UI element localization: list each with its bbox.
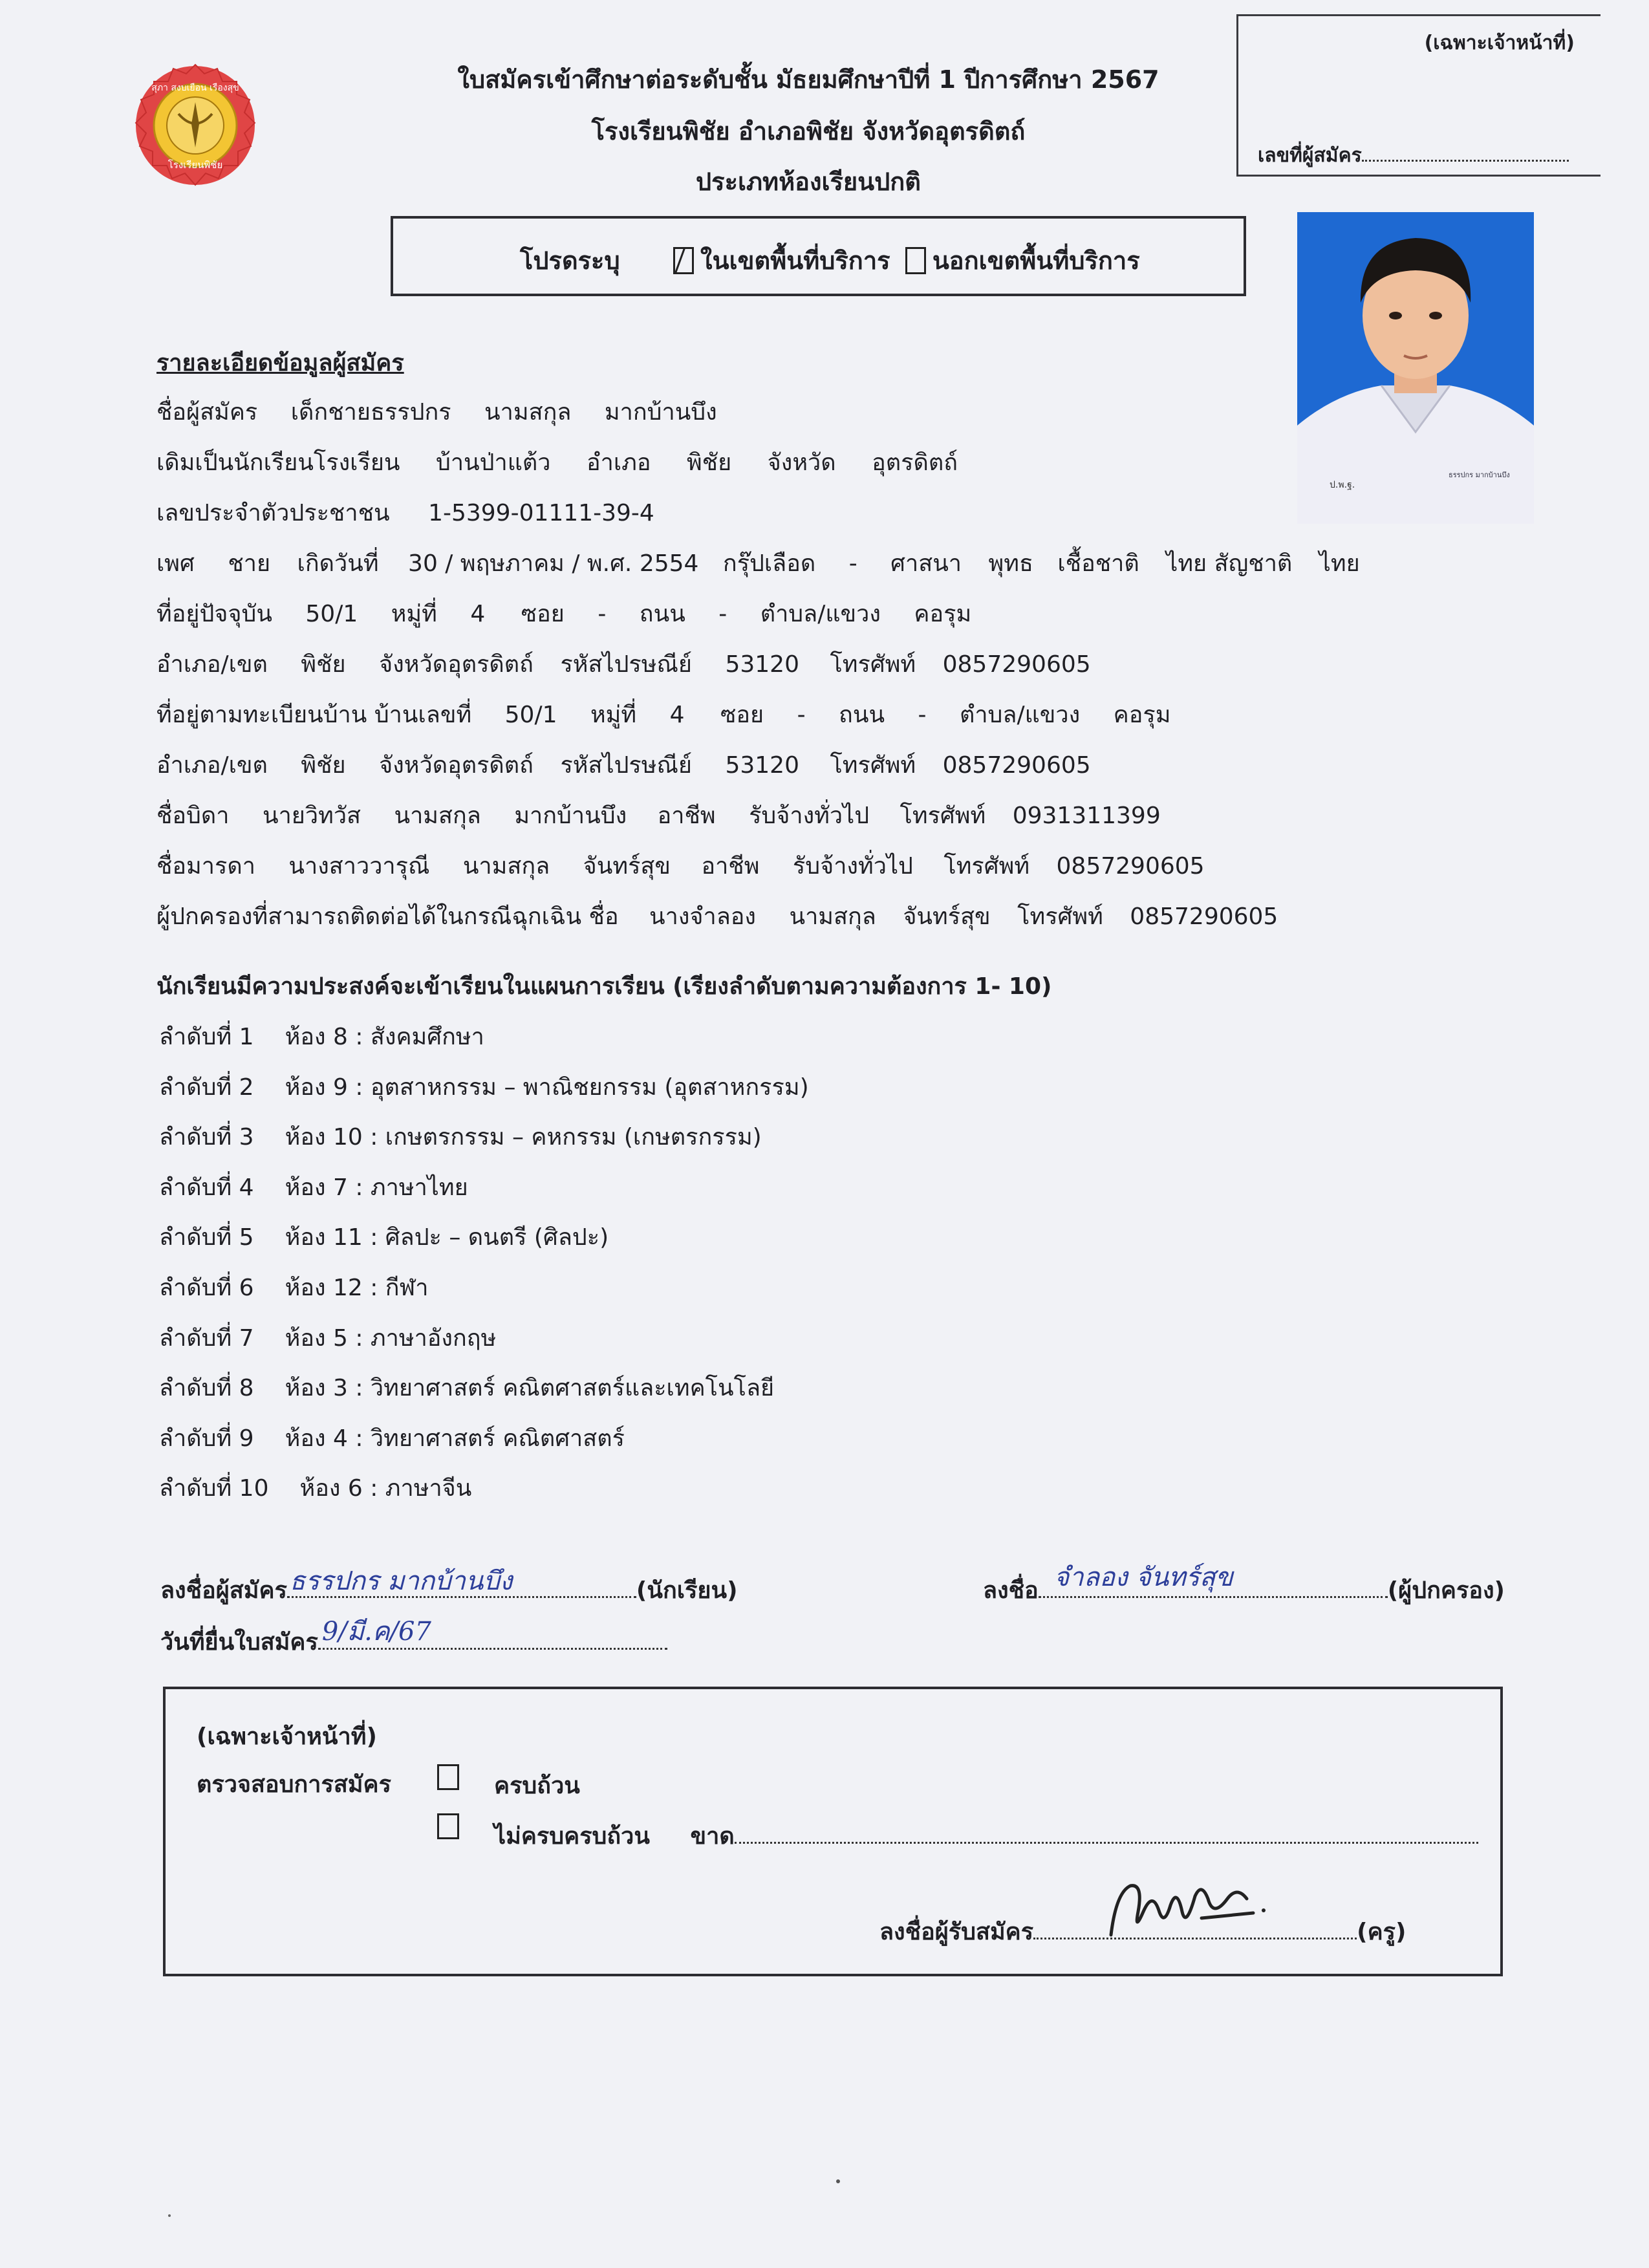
incomplete-checkbox[interactable]: [437, 1813, 459, 1839]
district[interactable]: พิชัย: [301, 651, 346, 678]
complete-checkbox[interactable]: [437, 1764, 459, 1790]
reg-postal-code[interactable]: 53120: [725, 752, 799, 779]
plan-item: [159, 1118, 762, 1155]
in-area-checkbox[interactable]: [673, 247, 694, 274]
complete-label: ครบถ้วน: [494, 1773, 580, 1799]
applicant-number-field[interactable]: เลขที่ผู้สมัคร: [1258, 140, 1569, 171]
logo-top-text: สุภา สงบเยือน เรืองสุข: [151, 83, 239, 93]
check-application-label: ตรวจสอบการสมัคร: [197, 1771, 391, 1798]
race[interactable]: ไทย: [1166, 550, 1207, 577]
plan-room[interactable]: ห้อง 7 : ภาษาไทย: [285, 1174, 468, 1201]
photo-name-tag: ธรรปกร มากบ้านบึง: [1449, 471, 1510, 479]
mother-surname[interactable]: จันทร์สุข: [583, 853, 671, 880]
receiver-signature-field[interactable]: [1033, 1918, 1357, 1939]
plan-section-title: นักเรียนมีความประสงค์จะเข้าเรียนในแผนการเรียน (เรียงลำดับตามความต้องการ 1- 10): [156, 973, 1052, 1000]
father-occupation[interactable]: รับจ้างทั่วไป: [749, 803, 870, 829]
father-name[interactable]: นายวิทวัส: [262, 803, 361, 829]
details-section-title: รายละเอียดข้อมูลผู้สมัคร: [156, 350, 404, 376]
applicant-name[interactable]: เด็กชายธรรปกร: [290, 399, 451, 426]
class-type: ประเภทห้องเรียนปกติ: [696, 167, 921, 196]
plan-rank: ลำดับที่ 7: [159, 1325, 254, 1352]
former-school[interactable]: บ้านป่าแต้ว: [435, 449, 551, 476]
nationality[interactable]: ไทย: [1319, 550, 1360, 577]
plan-item: [159, 1369, 774, 1406]
application-date: 9/มี.ค/67: [321, 1617, 431, 1647]
guardian-signature: จำลอง จันทร์สุข: [1053, 1562, 1233, 1592]
photo-badge: ป.พ.ฐ.: [1330, 480, 1355, 490]
office-use-label: (เฉพาะเจ้าหน้าที่): [1424, 32, 1575, 54]
plan-rank: ลำดับที่ 8: [159, 1375, 254, 1401]
current-address-row: ที่อยู่ปัจจุบัน 50/1 หมู่ที่ 4 ซอย - ถนน - ตำบล/แขวง คอรุม: [156, 601, 972, 627]
plan-rank: ลำดับที่ 1: [159, 1024, 254, 1050]
guardian-name[interactable]: นางจำลอง: [649, 903, 757, 930]
phone[interactable]: 0857290605: [942, 651, 1091, 678]
guardian-signature-row: ลงชื่อ จำลอง จันทร์สุข (ผู้ปกครอง): [983, 1571, 1505, 1608]
incomplete-row: ไม่ครบครบถ้วน ขาด: [494, 1817, 1478, 1854]
plan-room[interactable]: ห้อง 10 : เกษตรกรรม – คหกรรม (เกษตรกรรม): [285, 1124, 762, 1150]
form-title: ใบสมัครเข้าศึกษาต่อระดับชั้น มัธยมศึกษาปีที่ 1 ปีการศึกษา 2567: [457, 65, 1159, 94]
current-address-row-2: อำเภอ/เขต พิชัย จังหวัดอุตรดิตถ์ รหัสไปรษณีย์ 53120 โทรศัพท์ 0857290605: [156, 651, 1091, 678]
postal-code[interactable]: 53120: [725, 651, 799, 678]
plan-room[interactable]: ห้อง 3 : วิทยาศาสตร์ คณิตศาสตร์และเทคโนโลยี: [285, 1375, 775, 1401]
application-date-row: วันที่ยื่นใบสมัคร 9/มี.ค/67: [160, 1623, 667, 1660]
in-area-label: ในเขตพื้นที่บริการ: [700, 246, 890, 275]
reg-moo[interactable]: 4: [669, 702, 685, 728]
applicant-surname[interactable]: มากบ้านบึง: [604, 399, 717, 426]
plan-room[interactable]: ห้อง 9 : อุตสาหกรรม – พาณิชยกรรม (อุตสาหกรรม): [285, 1074, 809, 1101]
office-use-label-bottom: (เฉพาะเจ้าหน้าที่): [197, 1723, 377, 1750]
reg-phone[interactable]: 0857290605: [942, 752, 1091, 779]
religion[interactable]: พุทธ: [988, 550, 1033, 577]
plan-item: [159, 1218, 609, 1255]
plan-room[interactable]: ห้อง 12 : กีฬา: [285, 1275, 429, 1301]
receiver-signature: [1105, 1873, 1273, 1944]
id-row: เลขประจำตัวประชาชน 1-5399-01111-39-4: [156, 500, 654, 526]
applicant-name-row: ชื่อผู้สมัคร เด็กชายธรรปกร นามสกุล มากบ้านบึง: [156, 399, 717, 426]
school-logo-seal: [127, 62, 264, 189]
application-date-field[interactable]: [318, 1617, 667, 1650]
applicant-signature-row: ลงชื่อผู้สมัคร ธรรปกร มากบ้านบึง (นักเรียน): [160, 1571, 738, 1608]
specify-label: โปรดระบุ: [520, 246, 620, 275]
guardian-surname[interactable]: จันทร์สุข: [903, 903, 991, 930]
father-phone[interactable]: 0931311399: [1012, 803, 1161, 829]
road[interactable]: -: [718, 601, 727, 627]
mother-phone[interactable]: 0857290605: [1056, 853, 1205, 880]
moo[interactable]: 4: [470, 601, 486, 627]
former-school-province[interactable]: อุตรดิตถ์: [872, 449, 958, 476]
mother-name[interactable]: นางสาววารุณี: [288, 853, 430, 880]
receiver-signature-row: ลงชื่อผู้รับสมัคร (ครู): [879, 1913, 1406, 1950]
plan-rank: ลำดับที่ 9: [159, 1425, 254, 1452]
logo-bottom-text: โรงเรียนพิชัย: [167, 159, 223, 171]
out-area-checkbox[interactable]: [905, 247, 926, 274]
plan-item: [159, 1018, 484, 1055]
missing-items-field[interactable]: [735, 1822, 1478, 1844]
father-surname[interactable]: มากบ้านบึง: [514, 803, 627, 829]
plan-room[interactable]: ห้อง 4 : วิทยาศาสตร์ คณิตศาสตร์: [285, 1425, 625, 1452]
plan-rank: ลำดับที่ 10: [159, 1475, 269, 1502]
plan-room[interactable]: ห้อง 5 : ภาษาอังกฤษ: [285, 1325, 497, 1352]
house-number[interactable]: 50/1: [305, 601, 358, 627]
reg-house-number[interactable]: 50/1: [504, 702, 557, 728]
plan-rank: ลำดับที่ 4: [159, 1174, 254, 1201]
plan-item: [159, 1319, 496, 1356]
plan-rank: ลำดับที่ 3: [159, 1124, 254, 1150]
plan-rank: ลำดับที่ 2: [159, 1074, 254, 1101]
soi[interactable]: -: [598, 601, 607, 627]
former-school-amphoe[interactable]: พิชัย: [686, 449, 732, 476]
reg-district[interactable]: พิชัย: [301, 752, 346, 779]
tambon[interactable]: คอรุม: [914, 601, 972, 627]
plan-item: [159, 1169, 468, 1205]
mother-occupation[interactable]: รับจ้างทั่วไป: [792, 853, 913, 880]
service-area-box: [391, 216, 1246, 296]
office-use-box-top: [1236, 14, 1600, 177]
out-area-label: นอกเขตพื้นที่บริการ: [932, 246, 1140, 275]
registered-address-row: ที่อยู่ตามทะเบียนบ้าน บ้านเลขที่ 50/1 หมู่ที่ 4 ซอย - ถนน - ตำบล/แขวง คอรุม: [156, 702, 1171, 728]
registered-address-row-2: อำเภอ/เขต พิชัย จังหวัดอุตรดิตถ์ รหัสไปรษณีย์ 53120 โทรศัพท์ 0857290605: [156, 752, 1091, 779]
plan-item: [159, 1420, 625, 1456]
plan-rank: ลำดับที่ 6: [159, 1275, 254, 1301]
plan-item: [159, 1269, 428, 1306]
id-number[interactable]: 1-5399-01111-39-4: [428, 500, 654, 526]
former-school-row: เดิมเป็นนักเรียนโรงเรียน บ้านป่าแต้ว อำเภอ พิชัย จังหวัด อุตรดิตถ์: [156, 449, 958, 476]
guardian-row: ผู้ปกครองที่สามารถติดต่อได้ในกรณีฉุกเฉิน ชื่อ นางจำลอง นามสกุล จันทร์สุข โทรศัพท์ 0857290605: [156, 903, 1278, 930]
father-row: ชื่อบิดา นายวิทวัส นามสกุล มากบ้านบึง อาชีพ รับจ้างทั่วไป โทรศัพท์ 0931311399: [156, 803, 1161, 829]
scan-speck: [836, 2179, 840, 2183]
mother-row: ชื่อมารดา นางสาววารุณี นามสกุล จันทร์สุข อาชีพ รับจ้างทั่วไป โทรศัพท์ 0857290605: [156, 853, 1205, 880]
birth-date[interactable]: 30 / พฤษภาคม / พ.ศ. 2554: [408, 550, 699, 577]
applicant-signature: ธรรปกร มากบ้านบึง: [289, 1566, 513, 1596]
plan-room[interactable]: ห้อง 11 : ศิลปะ – ดนตรี (ศิลปะ): [285, 1224, 609, 1251]
school-line: โรงเรียนพิชัย อำเภอพิชัย จังหวัดอุตรดิตถ์: [591, 117, 1026, 146]
reg-tambon[interactable]: คอรุม: [1113, 702, 1171, 728]
guardian-phone[interactable]: 0857290605: [1130, 903, 1278, 930]
plan-item: [159, 1068, 809, 1105]
plan-rank: ลำดับที่ 5: [159, 1224, 254, 1251]
reg-soi[interactable]: -: [797, 702, 806, 728]
sex[interactable]: ชาย: [228, 550, 271, 577]
applicant-photo: [1297, 212, 1534, 524]
plan-room[interactable]: ห้อง 6 : ภาษาจีน: [299, 1475, 472, 1502]
personal-info-row: เพศ ชาย เกิดวันที่ 30 / พฤษภาคม / พ.ศ. 2554 กรุ๊ปเลือด - ศาสนา พุทธ เชื้อชาติ ไทย สัญชาติ ไทย: [156, 550, 1360, 577]
plan-item: [159, 1469, 471, 1506]
reg-road[interactable]: -: [918, 702, 927, 728]
blood-group[interactable]: -: [848, 550, 857, 577]
plan-room[interactable]: ห้อง 8 : สังคมศึกษา: [285, 1024, 484, 1050]
scan-speck: [168, 2214, 171, 2217]
office-use-box-bottom: [163, 1687, 1503, 1976]
